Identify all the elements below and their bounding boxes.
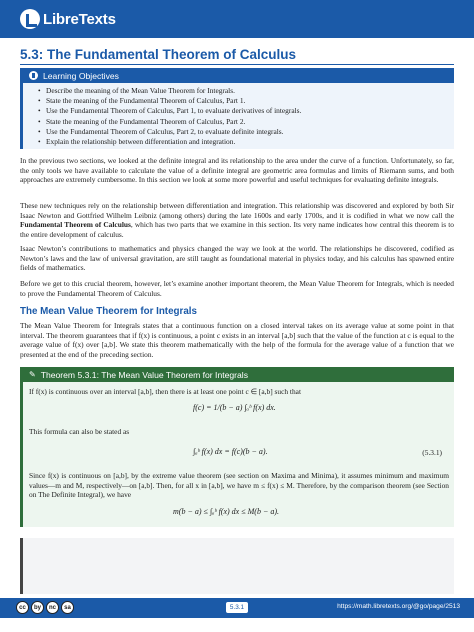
page-number: 5.3.1 bbox=[226, 602, 248, 613]
list-item: • Use the Fundamental Theorem of Calculus, Part 1, to evaluate derivatives of integrals. bbox=[38, 106, 454, 116]
nc-icon: nc bbox=[46, 601, 59, 614]
cc-icon: cc bbox=[16, 601, 29, 614]
equation-comparison: m(b − a) ≤ ∫ₐᵇ f(x) dx ≤ M(b − a). bbox=[173, 507, 280, 516]
objectives-list bbox=[23, 83, 454, 147]
theorem-title: Theorem 5.3.1: The Mean Value Theorem for Integrals bbox=[40, 369, 249, 380]
list-item: • State the meaning of the Fundamental Theorem of Calculus, Part 1. bbox=[38, 96, 454, 106]
license-badges[interactable] bbox=[16, 601, 74, 614]
learning-objectives-header bbox=[23, 68, 454, 83]
libretexts-logo-icon bbox=[20, 9, 40, 29]
theorem-icon: ✎ bbox=[29, 370, 36, 379]
section-heading: The Mean Value Theorem for Integrals bbox=[20, 306, 197, 317]
paragraph-newton-leibniz bbox=[20, 201, 454, 240]
equation-number: (5.3.1) bbox=[422, 448, 442, 457]
list-item: • State the meaning of the Fundamental Theorem of Calculus, Part 2. bbox=[38, 117, 454, 127]
theorem-restatement: This formula can also be stated as bbox=[29, 427, 130, 436]
footer-bar bbox=[0, 598, 474, 618]
libretexts-logo[interactable] bbox=[20, 9, 116, 29]
paragraph-text: These new techniques rely on the relationship between differentiation and integration. This relationship was discovered and explored by both Sir Isaac Newton and Gottfried Wilhelm Leibniz (among others) during the late 1600s and early 1700s, and it is codified in what we now call the bbox=[20, 201, 454, 220]
paragraph-intro: In the previous two sections, we looked at the definite integral and its relationship to the area under the curve of a function. Unfortunately, so far, the only tools we have available to calculate the value of a definite integral are geometric area formulas and limits of Riemann sums, and both approaches are extremely cumbersome. In this section we look at some more powerful and useful techniques for evaluating definite integrals. bbox=[20, 156, 454, 185]
list-item: • Use the Fundamental Theorem of Calculus, Part 2, to evaluate definite integrals. bbox=[38, 127, 454, 137]
paragraph-text: , which has two parts that we examine in this section. Its very name indicates how central this theorem is to the entire development of calculus. bbox=[20, 220, 454, 240]
equation-average-value: f(c) = 1/(b − a) ∫ₐᵇ f(x) dx. bbox=[193, 403, 276, 412]
paragraph-newton-contributions: Isaac Newton’s contributions to mathematics and physics changed the way we look at the world. The relationships he discovered, codified as Newton’s laws and the law of universal gravitation, are still taught as foundational material in physics today, and his calculus has spawned entire fields of mathematics. bbox=[20, 244, 454, 273]
page-url-link[interactable]: https://math.libretexts.org/@go/page/2513 bbox=[337, 603, 460, 610]
fundamental-theorem-term: Fundamental Theorem of Calculus bbox=[20, 220, 131, 230]
header-bar bbox=[0, 0, 474, 38]
info-icon bbox=[29, 71, 38, 80]
page-title: 5.3: The Fundamental Theorem of Calculus bbox=[20, 47, 297, 62]
learning-objectives-title: Learning Objectives bbox=[43, 70, 119, 81]
sa-icon: sa bbox=[61, 601, 74, 614]
theorem-header bbox=[23, 367, 454, 382]
continued-content-box bbox=[20, 538, 454, 594]
list-item: • Explain the relationship between differentiation and integration. bbox=[38, 137, 454, 147]
section-body: The Mean Value Theorem for Integrals states that a continuous function on a closed interval takes on its average value at some point in that interval. The theorem guarantees that if f(x) is continuous, a point c exists in an interval [a,b] such that the value of the function at c is equal to the average value of f(x) over [a,b]. We state this theorem mathematically with the help of the formula for the average value of a function that we presented at the end of the preceding section. bbox=[20, 321, 454, 360]
equation-integral-form: ∫ₐᵇ f(x) dx = f(c)(b − a). bbox=[193, 447, 268, 456]
list-item: • Describe the meaning of the Mean Value Theorem for Integrals. bbox=[38, 86, 454, 96]
logo-text: LibreTexts bbox=[43, 10, 116, 28]
paragraph-before-theorem: Before we get to this crucial theorem, however, let’s examine another important theorem, the Mean Value Theorem for Integrals, which is needed to prove the Fundamental Theorem of Calculus. bbox=[20, 279, 454, 298]
title-divider bbox=[20, 64, 454, 65]
theorem-proof-text: Since f(x) is continuous on [a,b], by the extreme value theorem (see section on Maxima and Minima), it assumes minimum and maximum values—m and M, respectively—on [a,b]. Then, for all x in [a,b], we have m ≤ f(x) ≤ M. Therefore, by the comparison theorem (see Section on The Definite Integral), we have bbox=[29, 471, 449, 500]
theorem-box bbox=[20, 367, 454, 527]
learning-objectives-box bbox=[20, 68, 454, 149]
by-icon: by bbox=[31, 601, 44, 614]
theorem-statement: If f(x) is continuous over an interval [a,b], then there is at least one point c ∈ [a,b] such that bbox=[29, 387, 302, 396]
